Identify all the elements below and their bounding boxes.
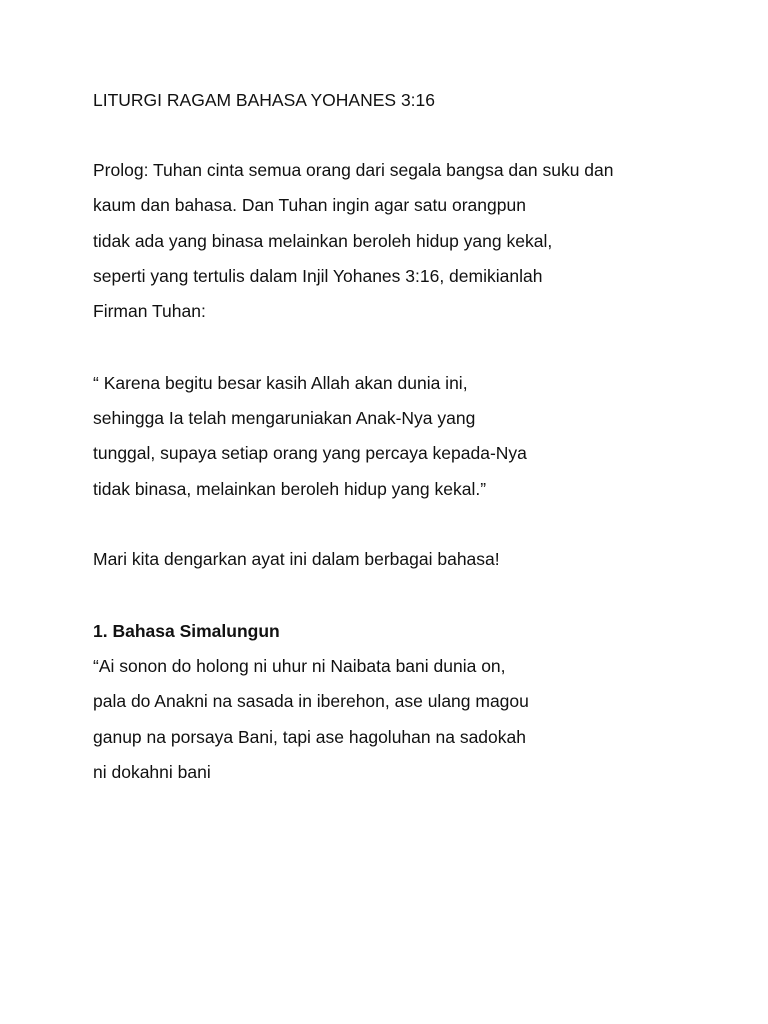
section-line-2: pala do Anakni na sasada in iberehon, ase ulang magou xyxy=(93,691,529,711)
prolog-line-3: tidak ada yang binasa melainkan beroleh hidup yang kekal, xyxy=(93,231,553,251)
section-line-3: ganup na porsaya Bani, tapi ase hagoluhan na sadokah xyxy=(93,727,526,747)
section-line-1: “Ai sonon do holong ni uhur ni Naibata bani dunia on, xyxy=(93,656,506,676)
verse-line-3: tunggal, supaya setiap orang yang percaya kepada-Nya xyxy=(93,443,527,463)
prolog-line-1: Prolog: Tuhan cinta semua orang dari segala bangsa dan suku dan xyxy=(93,160,614,180)
verse-line-4: tidak binasa, melainkan beroleh hidup yang kekal.” xyxy=(93,479,487,499)
prolog-line-4: seperti yang tertulis dalam Injil Yohanes 3:16, demikianlah xyxy=(93,266,543,286)
verse-line-2: sehingga Ia telah mengaruniakan Anak-Nya yang xyxy=(93,408,476,428)
section-line-4: ni dokahni bani xyxy=(93,762,211,782)
prolog-line-2: kaum dan bahasa. Dan Tuhan ingin agar satu orangpun xyxy=(93,195,526,215)
verse-line-1: “ Karena begitu besar kasih Allah akan dunia ini, xyxy=(93,373,468,393)
prolog-line-5: Firman Tuhan: xyxy=(93,301,206,321)
section-heading: 1. Bahasa Simalungun xyxy=(93,621,280,641)
document-title: LITURGI RAGAM BAHASA YOHANES 3:16 xyxy=(93,90,436,110)
invitation-text: Mari kita dengarkan ayat ini dalam berbagai bahasa! xyxy=(93,549,500,569)
